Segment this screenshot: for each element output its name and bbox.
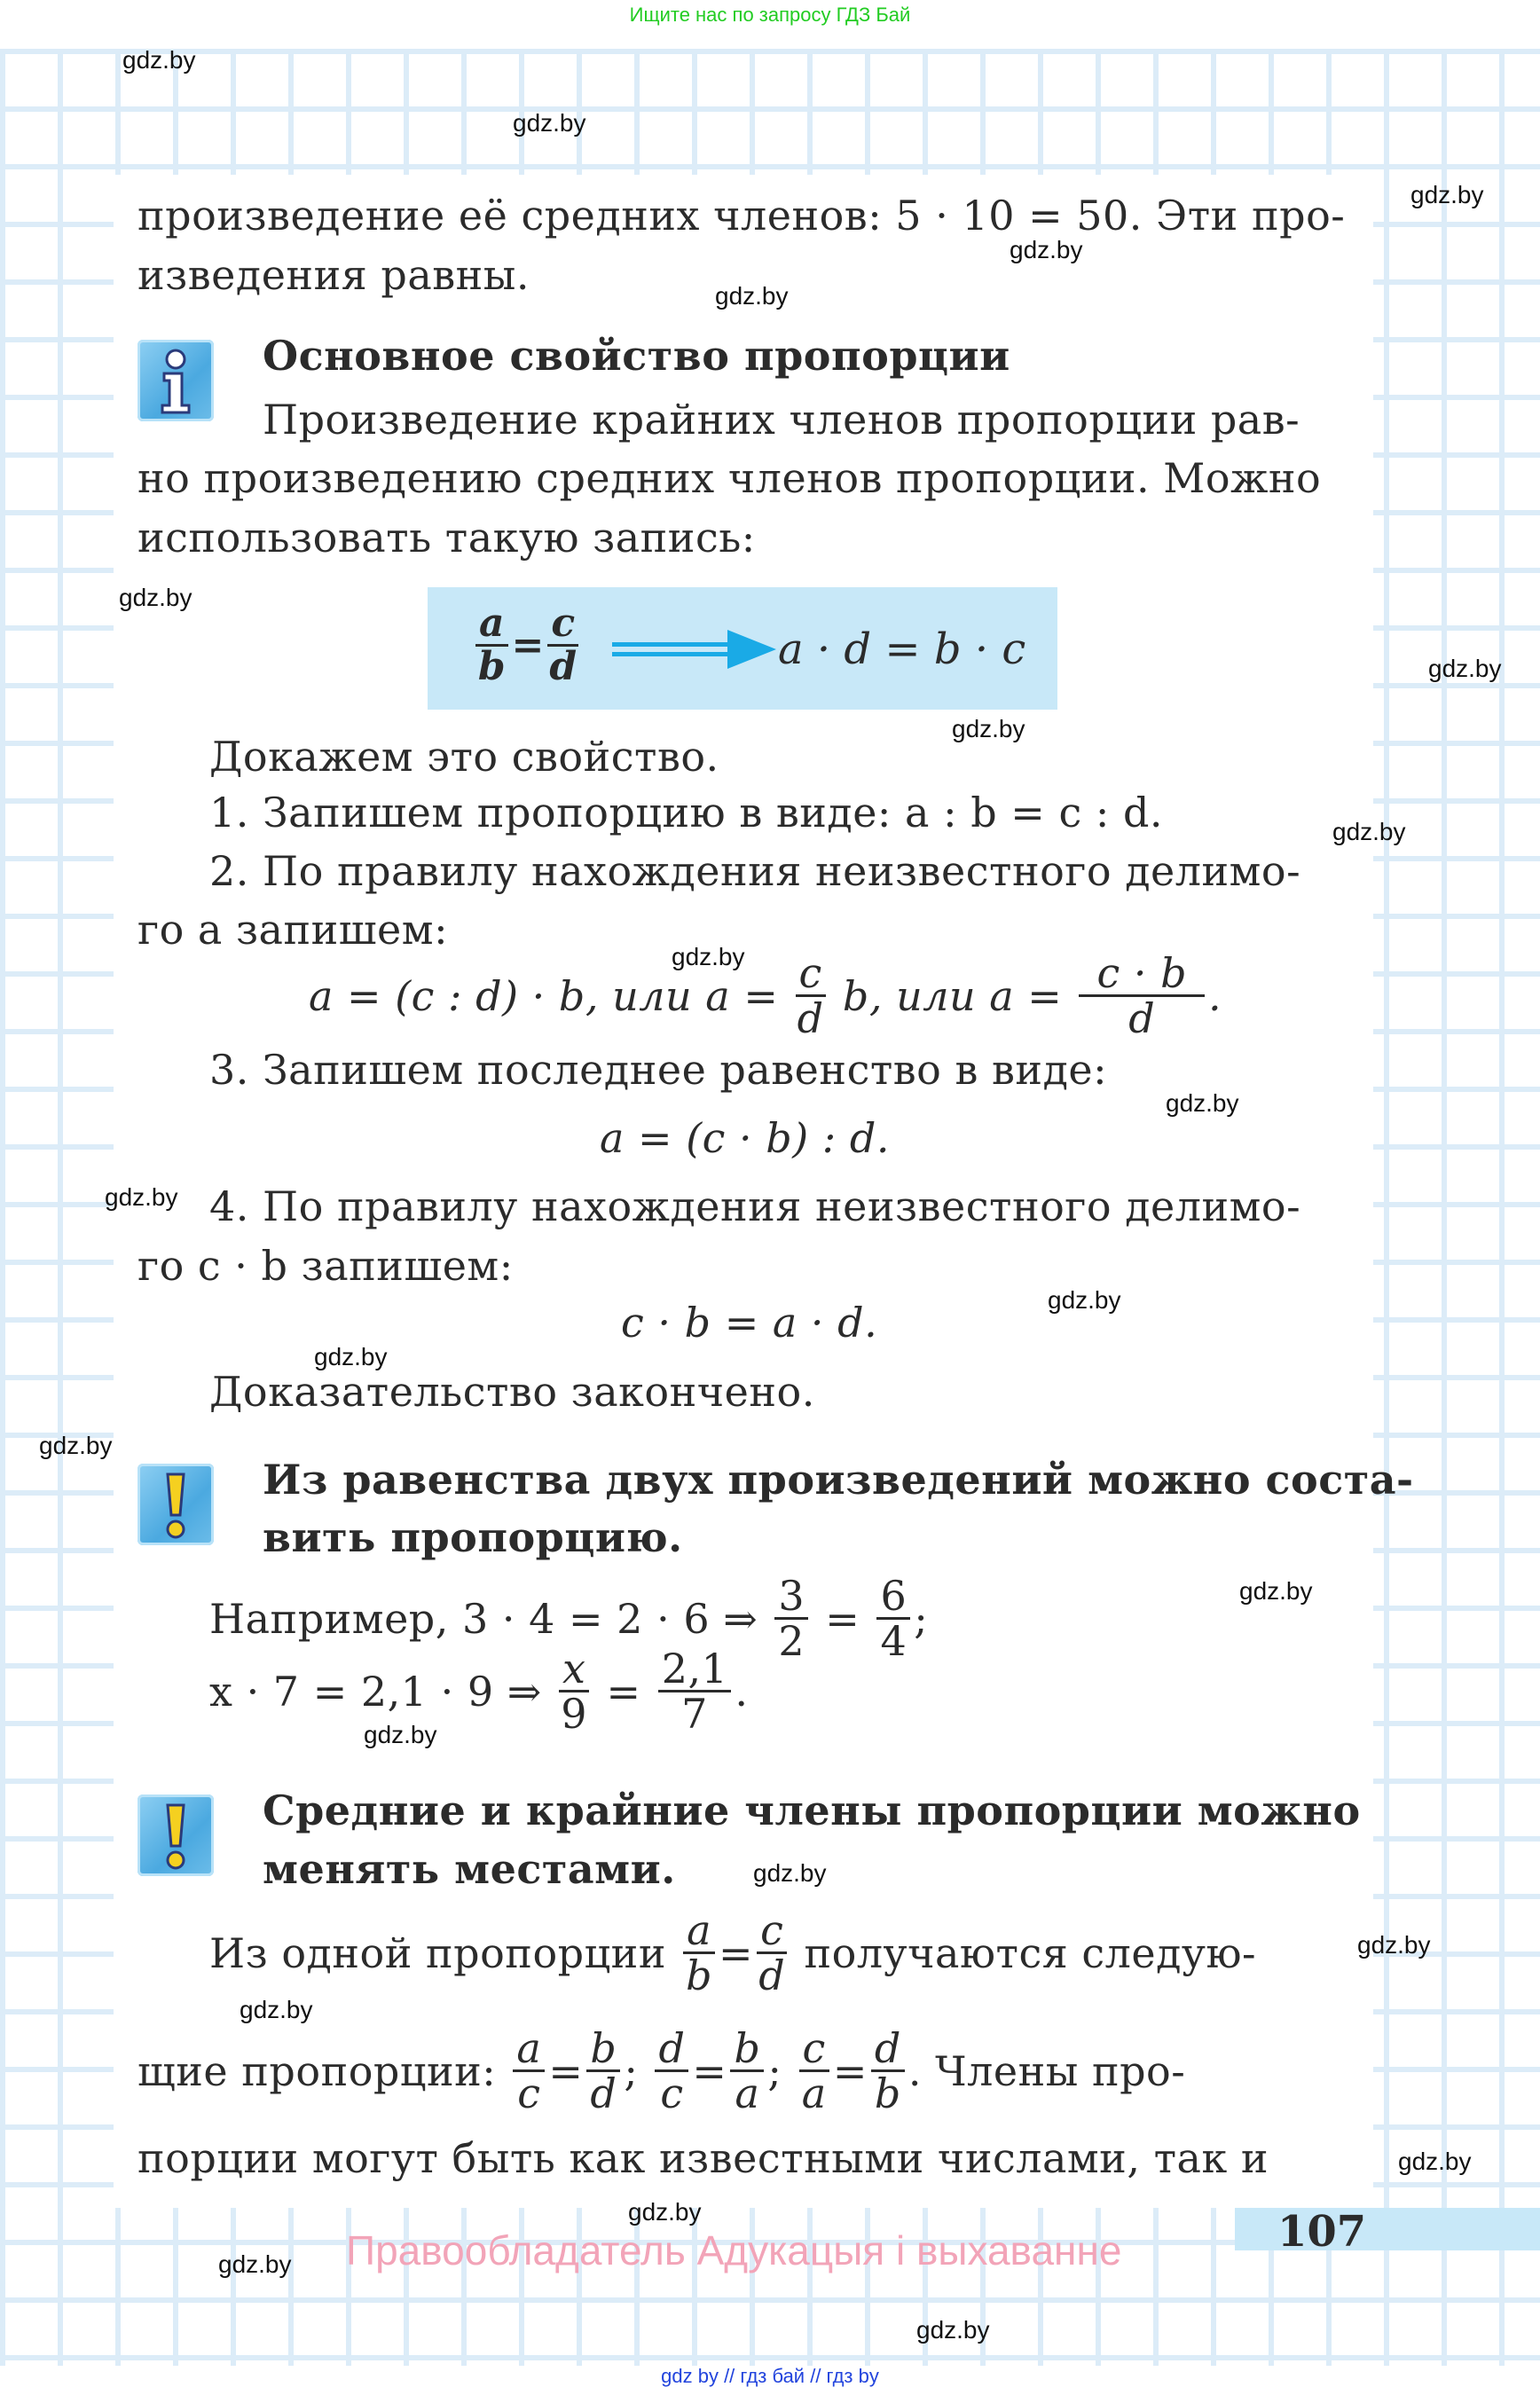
proof-step-2-line-2: го a запишем: [138, 906, 449, 954]
intro-line-1: произведение её средних членов: 5 · 10 = 50. Эти про- [138, 192, 1346, 240]
watermark-text: gdz.by [364, 1721, 437, 1748]
watermark-text: gdz.by [1410, 181, 1484, 208]
watermark-text: gdz.by [1332, 818, 1406, 845]
watermark-text: gdz.by [1048, 1286, 1121, 1314]
formula-box: $\frac{a}{b}$ = $\frac{c}{d}$ a · d = b · c [428, 587, 1057, 710]
watermark-text: gdz.by [672, 943, 745, 970]
watermark-text: gdz.by [1357, 1931, 1431, 1959]
info-icon [138, 340, 214, 421]
watermark-text: gdz.by [218, 2250, 292, 2278]
watermark-text: gdz.by [39, 1432, 113, 1459]
section3-title-line-1: Средние и крайние члены пропорции можно [263, 1787, 1361, 1834]
section1-body-line-2: но произведению средних членов пропорции. Можно [138, 454, 1322, 502]
bottom-banner[interactable]: gdz by // гдз бай // гдз by [661, 2365, 879, 2387]
proof-step-3-formula: a = (c · b) : d. [600, 1114, 890, 1162]
watermark-text: gdz.by [314, 1343, 388, 1370]
section-title-main-property: Основное свойство пропорции [263, 332, 1010, 380]
watermark-text: gdz.by [753, 1859, 827, 1887]
section2-example-1: Например, 3 · 4 = 2 · 6 ⇒ $\frac{3}{2}$ = $\frac{6}{4}$ ; [209, 1572, 929, 1666]
proof-step-4-line-1: 4. По правилу нахождения неизвестного делимо- [209, 1182, 1301, 1230]
watermark-text: gdz.by [715, 282, 789, 310]
page-number: 107 [1277, 2207, 1367, 2257]
proof-step-4-formula: c · b = a · d. [621, 1299, 878, 1347]
section2-title-line-2: вить пропорцию. [263, 1513, 683, 1561]
section2-title-line-1: Из равенства двух произведений можно соста- [263, 1456, 1414, 1504]
watermark-text: gdz.by [1239, 1577, 1313, 1605]
proof-step-2-line-1: 2. По правилу нахождения неизвестного делимо- [209, 847, 1301, 895]
section1-body-line-3: использовать такую запись: [138, 514, 756, 561]
watermark-text: gdz.by [628, 2198, 702, 2226]
section1-body-line-1: Произведение крайних членов пропорции рав- [263, 396, 1300, 444]
section3-title-line-2: менять местами. [263, 1845, 676, 1893]
watermark-text: gdz.by [916, 2316, 990, 2344]
proof-step-3: 3. Запишем последнее равенство в виде: [209, 1046, 1108, 1094]
proof-conclusion: Доказательство закончено. [209, 1368, 815, 1416]
proof-step-4-line-2: го c · b запишем: [138, 1242, 514, 1290]
section3-body-line-3: порции могут быть как известными числами, так и [138, 2134, 1269, 2182]
fraction-a-b: $\frac{a}{b}$ [475, 603, 508, 687]
watermark-text: gdz.by [105, 1183, 178, 1211]
watermark-text: gdz.by [513, 109, 586, 137]
watermark-text: gdz.by [1428, 655, 1502, 682]
formula-result: a · d = b · c [778, 624, 1026, 674]
copyright-notice: Правообладатель Адукацыя і выхаванне [346, 2227, 1122, 2273]
watermark-text: gdz.by [1010, 236, 1083, 263]
exclamation-icon [138, 1464, 214, 1545]
fraction-c-d: $\frac{c}{d}$ [547, 603, 578, 687]
intro-line-2: изведения равны. [138, 251, 530, 299]
section3-body-line-1: Из одной пропорции $\frac{a}{b}$ = $\frac{c}{d}$ получаются следую- [209, 1906, 1257, 2000]
proof-step-1: 1. Запишем пропорцию в виде: a : b = c : d. [209, 789, 1164, 836]
watermark-text: gdz.by [952, 715, 1025, 742]
double-arrow-right-icon [612, 628, 781, 671]
watermark-text: gdz.by [122, 46, 196, 74]
watermark-text: gdz.by [119, 584, 192, 611]
proof-intro: Докажем это свойство. [209, 733, 719, 781]
watermark-text: gdz.by [240, 1996, 313, 2023]
section3-body-line-2: щие пропорции: $\frac{a}{c}$ = $\frac{b}{d}$ ; $\frac{d}{c}$ = $\frac{b}{a}$ ; $\frac{c}{a}$ = $\frac{d}{b}$ . Члены про- [138, 2024, 1186, 2118]
watermark-text: gdz.by [1166, 1089, 1239, 1117]
section2-example-2: x · 7 = 2,1 · 9 ⇒ $\frac{x}{9}$ = $\frac{2,1}{7}$ . [209, 1645, 749, 1739]
watermark-text: gdz.by [1398, 2148, 1472, 2175]
proof-step-2-formula: a = (c : d) · b, или a = $\frac{c}{d}$ b, или a = $\frac{c \cdot b}{d}$ . [309, 949, 1222, 1043]
exclamation-icon [138, 1794, 214, 1876]
top-banner[interactable]: Ищите нас по запросу ГДЗ Бай [629, 4, 911, 26]
